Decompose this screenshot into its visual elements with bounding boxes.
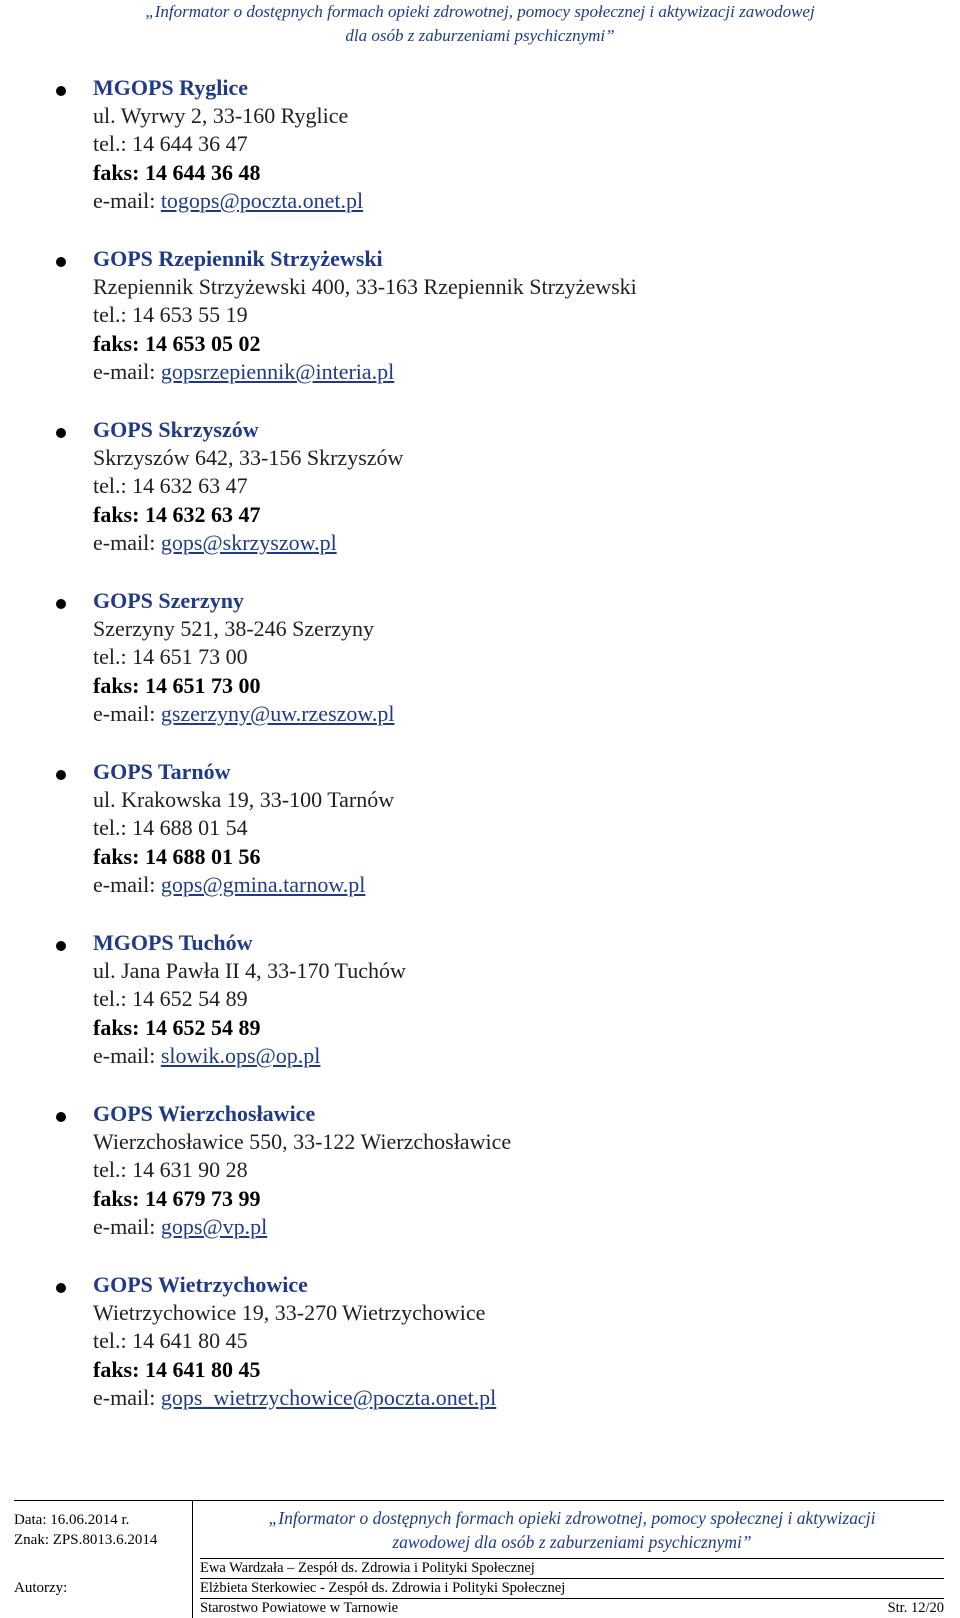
email-link[interactable]: gops_wietrzychowice@poczta.onet.pl [160,1384,497,1410]
list-item [0,1100,960,1271]
bullet-icon [56,770,66,780]
institution-fax: faks: 14 652 54 89 [93,1014,261,1040]
email-link[interactable]: slowik.ops@op.pl [160,1042,321,1068]
institution-phone: tel.: 14 644 36 47 [93,131,248,157]
list-item [0,416,960,587]
institution-email-row [93,1213,511,1241]
institution-name: GOPS Wietrzychowice [93,1272,308,1297]
institution-name: MGOPS Tuchów [93,930,253,955]
list-item [0,929,960,1100]
bullet-icon [56,1283,66,1293]
institution-name: MGOPS Ryglice [93,75,249,100]
header-line-1: „Informator o dostępnych formach opieki zdrowotnej, pomocy społecznej i aktywizacji zawodowej [145,2,815,21]
institution-fax: faks: 14 653 05 02 [93,330,261,356]
footer-institution: Starostwo Powiatowe w Tarnowie [200,1600,399,1616]
email-label: e-mail: [93,529,156,555]
institution-phone: tel.: 14 653 55 19 [93,302,248,328]
footer-author-2: Elżbieta Sterkowiec - Zespół ds. Zdrowia i Polityki Społecznej [200,1580,566,1596]
bullet-icon [56,257,66,267]
institution-email-row [93,187,363,215]
institution-name: GOPS Tarnów [93,759,231,784]
email-label: e-mail: [93,871,156,897]
email-link[interactable]: gszerzyny@uw.rzeszow.pl [160,700,395,726]
bullet-icon [56,1112,66,1122]
institution-address: Rzepiennik Strzyżewski 400, 33-163 Rzepiennik Strzyżewski [93,274,637,300]
footer-title-line-2: zawodowej dla osób z zaburzeniami psychicznymi” [392,1532,752,1552]
institution-email-row [93,358,637,386]
footer-authors-label: Autorzy: [14,1580,68,1596]
bullet-icon [56,599,66,609]
institution-name: GOPS Rzepiennik Strzyżewski [93,246,383,271]
email-label: e-mail: [93,187,156,213]
institution-phone: tel.: 14 632 63 47 [93,473,248,499]
institution-list [0,74,960,1442]
header-line-2: dla osób z zaburzeniami psychicznymi” [345,26,615,45]
institution-phone: tel.: 14 631 90 28 [93,1157,248,1183]
email-label: e-mail: [93,358,156,384]
email-label: e-mail: [93,700,156,726]
institution-fax: faks: 14 644 36 48 [93,159,261,185]
institution-fax: faks: 14 688 01 56 [93,843,261,869]
list-item [0,587,960,758]
footer-meta [14,1510,189,1596]
list-item [0,758,960,929]
email-link[interactable]: togops@poczta.onet.pl [160,187,364,213]
institution-address: Skrzyszów 642, 33-156 Skrzyszów [93,445,404,471]
institution-email-row [93,1384,496,1412]
footer-title [200,1506,944,1554]
institution-phone: tel.: 14 688 01 54 [93,815,248,841]
footer-author-1: Ewa Wardzała – Zespół ds. Zdrowia i Polityki Społecznej [200,1560,535,1576]
bullet-icon [56,428,66,438]
page-footer [0,1500,960,1618]
institution-phone: tel.: 14 652 54 89 [93,986,248,1012]
institution-address: ul. Wyrwy 2, 33-160 Ryglice [93,103,349,129]
footer-title-line-1: „Informator o dostępnych formach opieki zdrowotnej, pomocy społecznej i aktywizacji [268,1508,876,1528]
institution-address: Wierzchosławice 550, 33-122 Wierzchosławice [93,1129,512,1155]
footer-date: Data: 16.06.2014 r. [14,1512,130,1528]
institution-phone: tel.: 14 641 80 45 [93,1328,248,1354]
page-number: Str. 12/20 [887,1600,944,1616]
institution-address: Szerzyny 521, 38-246 Szerzyny [93,616,375,642]
institution-email-row [93,1042,406,1070]
footer-divider [14,1500,944,1501]
institution-name: GOPS Szerzyny [93,588,244,613]
institution-address: Wietrzychowice 19, 33-270 Wietrzychowice [93,1300,486,1326]
email-link[interactable]: gops@vp.pl [160,1213,268,1239]
institution-name: GOPS Wierzchosławice [93,1101,316,1126]
institution-name: GOPS Skrzyszów [93,417,259,442]
list-item [0,74,960,245]
institution-address: ul. Jana Pawła II 4, 33-170 Tuchów [93,958,406,984]
footer-row-divider [200,1578,944,1579]
bullet-icon [56,941,66,951]
institution-fax: faks: 14 679 73 99 [93,1185,261,1211]
email-label: e-mail: [93,1384,156,1410]
email-label: e-mail: [93,1213,156,1239]
institution-email-row [93,529,403,557]
footer-row-divider [200,1558,944,1559]
institution-email-row [93,700,394,728]
page-header [0,0,960,48]
list-item [0,1271,960,1442]
institution-fax: faks: 14 651 73 00 [93,672,261,698]
institution-email-row [93,871,394,899]
bullet-icon [56,86,66,96]
email-link[interactable]: gopsrzepiennik@interia.pl [160,358,395,384]
footer-author-list [200,1558,944,1618]
email-link[interactable]: gops@gmina.tarnow.pl [160,871,366,897]
footer-column-divider [192,1500,193,1618]
email-label: e-mail: [93,1042,156,1068]
institution-address: ul. Krakowska 19, 33-100 Tarnów [93,787,395,813]
institution-fax: faks: 14 632 63 47 [93,501,261,527]
list-item [0,245,960,416]
institution-fax: faks: 14 641 80 45 [93,1356,261,1382]
institution-phone: tel.: 14 651 73 00 [93,644,248,670]
footer-institution-row [200,1598,944,1618]
email-link[interactable]: gops@skrzyszow.pl [160,529,337,555]
footer-sign: Znak: ZPS.8013.6.2014 [14,1532,158,1548]
